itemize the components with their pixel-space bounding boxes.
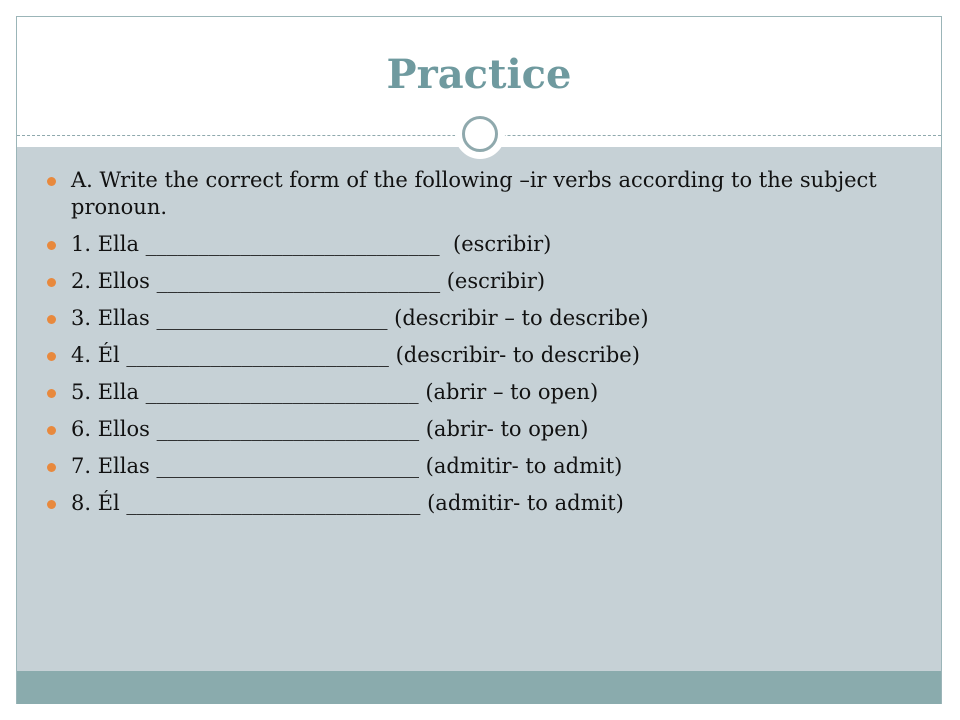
list-item-text: 5. Ella __________________________ (abrir – to open) [71, 380, 599, 404]
list-item-exercise-7 [47, 453, 927, 480]
ring-icon [462, 116, 498, 152]
bullet-list [47, 167, 927, 527]
bullet-icon [47, 500, 56, 509]
footer-band [17, 671, 941, 704]
bullet-icon [47, 241, 56, 250]
bullet-icon [47, 315, 56, 324]
list-item-text: 6. Ellos _________________________ (abrir- to open) [71, 417, 589, 441]
bullet-icon [47, 389, 56, 398]
list-item-text: A. Write the correct form of the following –ir verbs according to the subject pronoun. [71, 168, 884, 219]
slide-title: Practice [386, 51, 572, 98]
slide-frame [16, 16, 942, 704]
list-item-exercise-4 [47, 342, 927, 369]
list-item-exercise-5 [47, 379, 927, 406]
circle-ornament-icon [455, 109, 505, 159]
list-item-text: 7. Ellas _________________________ (admitir- to admit) [71, 454, 623, 478]
list-item-exercise-3 [47, 305, 927, 332]
bullet-icon [47, 463, 56, 472]
list-item-exercise-6 [47, 416, 927, 443]
list-item-text: 8. Él ____________________________ (admitir- to admit) [71, 491, 624, 515]
list-item-exercise-2 [47, 268, 927, 295]
list-item-exercise-1 [47, 231, 927, 258]
list-item-exercise-8 [47, 490, 927, 517]
list-item-instruction [47, 167, 927, 221]
list-item-text: 1. Ella ____________________________ (escribir) [71, 232, 552, 256]
bullet-icon [47, 177, 56, 186]
bullet-icon [47, 426, 56, 435]
list-item-text: 2. Ellos ___________________________ (escribir) [71, 269, 546, 293]
bullet-icon [47, 352, 56, 361]
bullet-icon [47, 278, 56, 287]
list-item-text: 4. Él _________________________ (describir- to describe) [71, 343, 640, 367]
list-item-text: 3. Ellas ______________________ (describir – to describe) [71, 306, 649, 330]
